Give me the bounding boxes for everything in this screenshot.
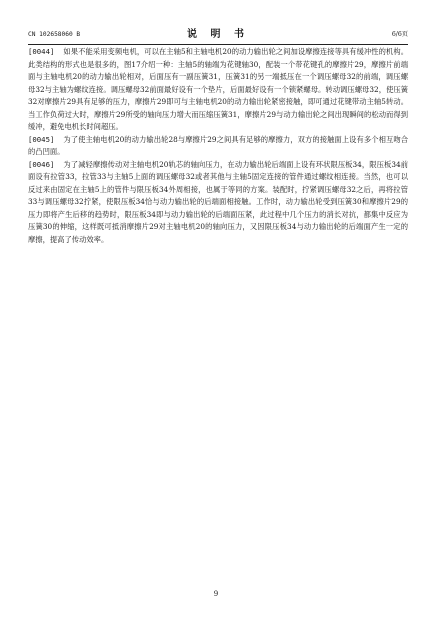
paragraph-0044 xyxy=(28,46,408,134)
paragraph-0045 xyxy=(28,134,408,159)
publication-number: CN 102658060 B xyxy=(28,31,81,38)
paragraph-text: 为了减轻摩擦传动对主轴电机20轨芯的轴向压力，在动力输出轮后端面上设有环状限压板34，限压板34前面设有拉管33，拉管33与主轴5上面的调压螺母32或者其他与主轴5固定连接的管件通过螺纹相连接。当然，也可以反过来由固定在主轴5上的管件与限压板34外周相接，也属于等同的方案。装配时，拧紧调压螺母32之后，再将拉管33与调压螺母32拧紧，使限压板34恰与动力输出轮的后端面相接触。工作时，动力输出轮受到压簧30和摩擦片29的压力即将产生后移的趋势时，限压板34即与动力输出轮的后端面压紧，此过程中几个压力的消长对抗，都集中反应为压簧30的伸缩，这样既可抵消摩擦片29对主轴电机20的轴向压力，又因限压板34与动力输出轮的后端面产生一定的摩擦，提高了传动效率。 xyxy=(28,159,408,244)
page-indicator: 6/6页 xyxy=(391,31,408,38)
header-divider xyxy=(28,44,408,45)
description-body xyxy=(28,46,408,246)
paragraph-0046 xyxy=(28,159,408,247)
paragraph-number: [0045] xyxy=(28,134,55,144)
paragraph-text: 如果不能采用变频电机，可以在主轴5和主轴电机20的动力输出轮之间加设摩擦连接等具有缓冲性的机构。此类结构的形式也是很多的，图17介绍一种：主轴5的轴端为花键轴30，配装一个带花键孔的摩擦片29，摩擦片前端面与主轴电机20的动力输出轮相对，后面压有一副压簧31，压簧31的另一端抵压在一个调压螺母32的前端，调压螺母32与主轴为螺纹连接。调压螺母32前面最好设有一个垫片，后面最好设有一个锁紧螺母。转动调压螺母32，使压簧32对摩擦片29具有足够的压力，摩擦片29即可与主轴电机20的动力输出轮紧密接触，即可通过花键带动主轴5转动。当工作负荷过大时，摩擦片29所受的轴向压力增大而压缩压簧31，摩擦片29与动力输出轮之间出现瞬间的松动而得到缓冲，避免电机长时间超压。 xyxy=(28,47,408,131)
document-title: 说 明 书 xyxy=(187,29,249,40)
page-header xyxy=(28,27,408,43)
paragraph-number: [0046] xyxy=(28,159,55,169)
paragraph-text: 为了使主轴电机20的动力输出轮28与摩擦片29之间具有足够的摩擦力，双方的接触面上设有多个相互吻合的凸凹面。 xyxy=(28,134,408,156)
paragraph-number: [0044] xyxy=(28,47,55,56)
page-number: 9 xyxy=(213,590,219,598)
